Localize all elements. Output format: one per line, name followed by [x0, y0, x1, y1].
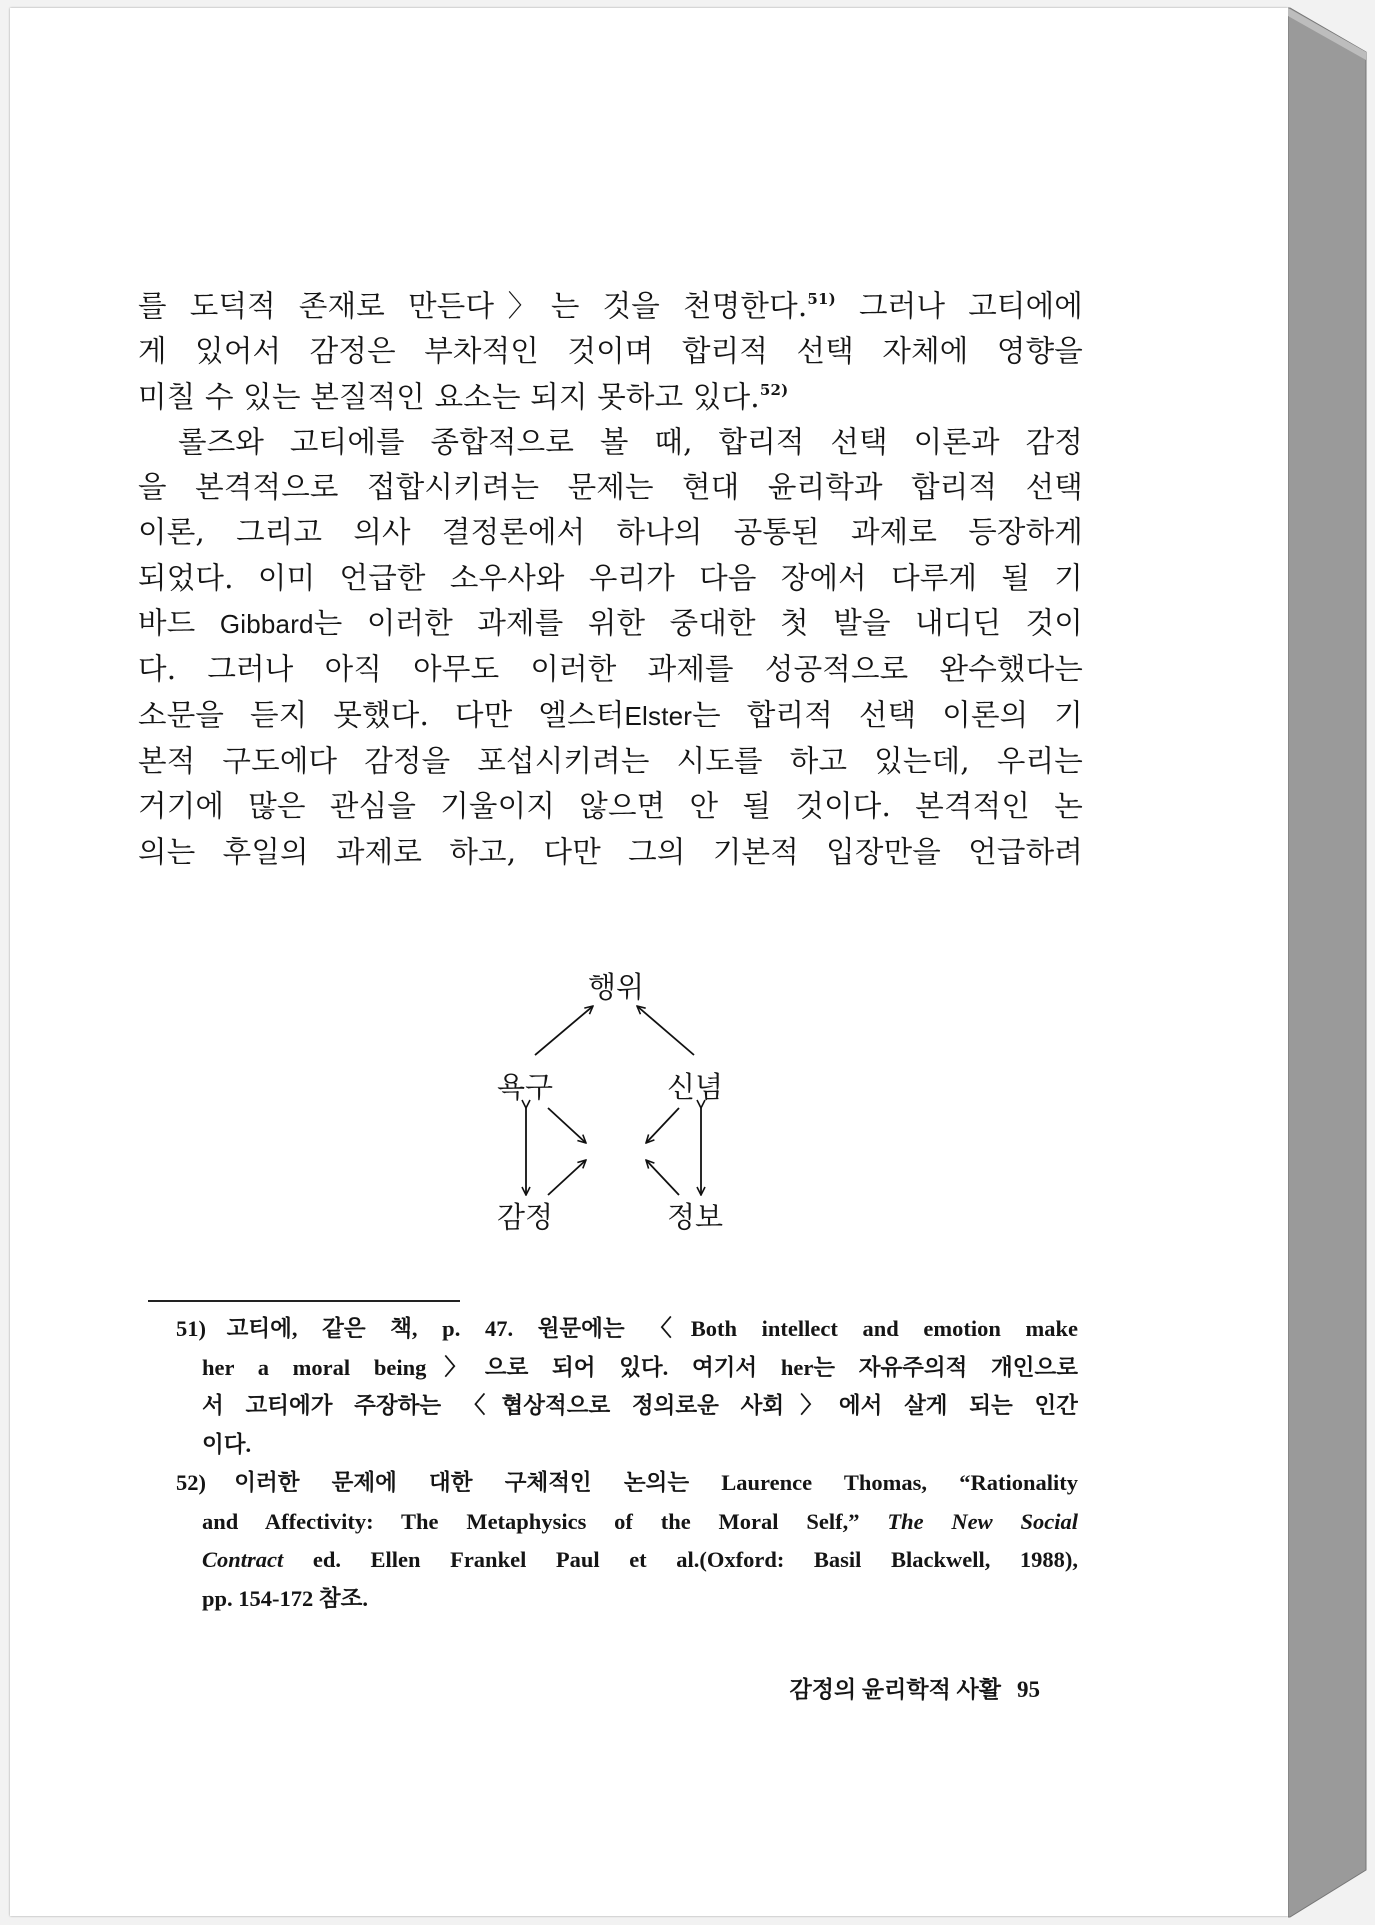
arrow-belief-to-center	[646, 1108, 679, 1143]
node-emotion: 감정	[497, 1200, 554, 1234]
arrow-info-to-center	[646, 1160, 679, 1195]
text-line: 본적 구도에다 감정을 포섭시키려는 시도를 하고 있는데, 우리는	[138, 743, 1083, 778]
arrow-desire-to-center	[548, 1108, 586, 1143]
main-text	[138, 284, 1083, 875]
text-line: 바드 Gibbard는 이러한 과제를 위한 중대한 첫 발을 내디딘 것이	[138, 606, 1083, 641]
action-belief-diagram	[470, 960, 740, 1235]
text-line: 을 본격적으로 접합시키려는 문제는 현대 윤리학과 합리적 선택	[138, 470, 1083, 505]
footnote-51-line: her a moral being〉으로 되어 있다. 여기서 her는 자유주의적 개인으로	[202, 1354, 1078, 1380]
text-line: 거기에 많은 관심을 기울이지 않으면 안 될 것이다. 본격적인 논	[138, 789, 1083, 824]
book-spine-edge	[1288, 0, 1368, 1925]
text-line: 소문을 듣지 못했다. 다만 엘스터Elster는 합리적 선택 이론의 기	[138, 697, 1083, 732]
footnote-52-line: Contract ed. Ellen Frankel Paul et al.(Oxford: Basil Blackwell, 1988),	[202, 1547, 1078, 1572]
arrow-emotion-to-center	[548, 1160, 586, 1195]
text-line: 이론, 그리고 의사 결정론에서 하나의 공통된 과제로 등장하게	[138, 515, 1083, 550]
footnote-51: 51) 고티에, 같은 책, p. 47. 원문에는 〈Both intellect and emotion make	[176, 1316, 1078, 1341]
node-desire: 욕구	[497, 1070, 554, 1104]
footnotes	[176, 1310, 1078, 1618]
node-information: 정보	[667, 1200, 724, 1234]
footnote-52: 52) 이러한 문제에 대한 구체적인 논의는 Laurence Thomas, “Rationality	[176, 1470, 1078, 1495]
node-action: 행위	[588, 970, 645, 1004]
page-number: 95	[1017, 1677, 1040, 1702]
node-belief: 신념	[667, 1070, 724, 1104]
footnote-52-line: pp. 154-172 참조.	[202, 1585, 368, 1611]
page-footer	[720, 1671, 1040, 1704]
footnote-51-line: 서 고티에가 주장하는 〈협상적으로 정의로운 사회〉에서 살게 되는 인간	[202, 1393, 1078, 1418]
text-line: 를 도덕적 존재로 만든다〉는 것을 천명한다.$^{51)}$ 그러나 고티에에	[138, 289, 1083, 323]
footnote-52-line: and Affectivity: The Metaphysics of the Moral Self,” The New Social	[202, 1508, 1078, 1534]
text-line: 게 있어서 감정은 부차적인 것이며 합리적 선택 자체에 영향을	[138, 334, 1083, 369]
text-line: 롤즈와 고티에를 종합적으로 볼 때, 합리적 선택 이론과 감정	[178, 424, 1083, 459]
arrow-belief-to-action	[637, 1006, 694, 1055]
text-line: 의는 후일의 과제로 하고, 다만 그의 기본적 입장만을 언급하려	[138, 834, 1083, 869]
text-line: 미칠 수 있는 본질적인 요소는 되지 못하고 있다.$^{52)}$	[138, 379, 789, 414]
footnote-separator	[148, 1300, 460, 1302]
footnote-51-line: 이다.	[202, 1431, 252, 1457]
running-title: 감정의 윤리학적 사활	[789, 1677, 1001, 1702]
text-line: 되었다. 이미 언급한 소우사와 우리가 다음 장에서 다루게 될 기	[138, 560, 1083, 595]
text-line: 다. 그러나 아직 아무도 이러한 과제를 성공적으로 완수했다는	[138, 652, 1083, 687]
arrow-desire-to-action	[535, 1006, 593, 1055]
